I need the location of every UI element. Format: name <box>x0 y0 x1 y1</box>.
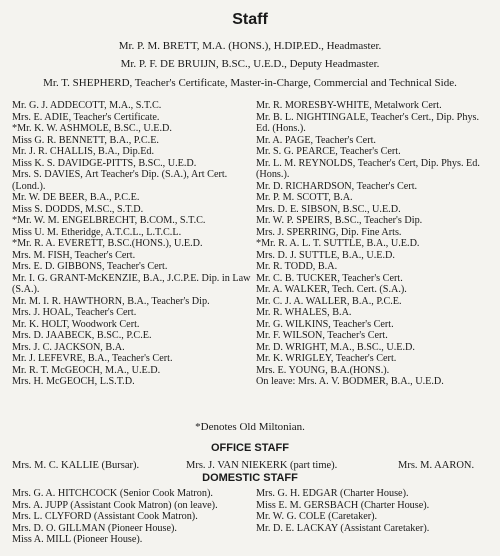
staff-entry: Mr. A. WALKER, Tech. Cert. (S.A.). <box>256 284 407 295</box>
staff-entry: *Mr. W. M. ENGELBRECHT, B.COM., S.T.C. <box>12 215 206 226</box>
domestic-staff-entry: Mrs. D. O. GILLMAN (Pioneer House). <box>12 522 177 534</box>
staff-entry: Mr. J. LEFEVRE, B.A., Teacher's Cert. <box>12 353 173 364</box>
staff-entry: Mr. B. L. NIGHTINGALE, Teacher's Cert., Dip. Phys. Ed. (Hons.). <box>256 111 480 134</box>
staff-entry: Mrs. E. ADIE, Teacher's Certificate. <box>12 111 160 123</box>
staff-entry: Mr. R. WHALES, B.A. <box>256 307 352 318</box>
domestic-staff-entry: Mrs. G. A. HITCHCOCK (Senior Cook Matron). <box>12 488 213 499</box>
staff-entry: Mr. S. G. PEARCE, Teacher's Cert. <box>256 146 401 157</box>
staff-entry: Mr. R. TODD, B.A. <box>256 261 338 272</box>
deputy-headmaster-line: Mr. P. F. DE BRUIJN, B.SC., U.E.D., Deputy Headmaster. <box>120 58 380 70</box>
staff-entry: Mr. A. PAGE, Teacher's Cert. <box>256 134 376 146</box>
master-in-charge-line: Mr. T. SHEPHERD, Teacher's Certificate, Master-in-Charge, Commercial and Technical Side. <box>43 77 457 89</box>
staff-entry: Mrs. J. HOAL, Teacher's Cert. <box>12 307 137 318</box>
staff-entry: Mr. C. J. A. WALLER, B.A., P.C.E. <box>256 295 402 307</box>
office-staff-entry: Mrs. M. C. KALLIE (Bursar). <box>12 460 140 471</box>
staff-entry: Mr. I. G. GRANT-McKENZIE, B.A., J.C.P.E. Dip. in Law (S.A.). <box>12 272 251 295</box>
domestic-staff-entry: Mrs. L. CLYFORD (Assistant Cook Matron). <box>12 511 198 522</box>
page-title: Staff <box>232 11 268 28</box>
staff-entry: Mr. D. WRIGHT, M.A., B.SC., U.E.D. <box>256 341 415 353</box>
domestic-staff-entry: Mrs. A. JUPP (Assistant Cook Matron) (on leave). <box>12 499 218 511</box>
staff-entry: *Mr. R. A. L. T. SUTTLE, B.A., U.E.D. <box>256 238 420 249</box>
domestic-staff-right <box>256 488 492 534</box>
staff-entry: Mrs. D. JAABECK, B.SC., P.C.E. <box>12 330 152 341</box>
domestic-staff-entry: Mr. W. G. COLE (Caretaker). <box>256 511 378 522</box>
staff-entry: *Mr. R. A. EVERETT, B.SC.(HONS.), U.E.D. <box>12 238 203 249</box>
staff-entry: Mrs. D. E. SIBSON, B.SC., U.E.D. <box>256 203 401 215</box>
staff-entry: Mr. W. DE BEER, B.A., P.C.E. <box>12 192 140 203</box>
office-staff-heading: OFFICE STAFF <box>210 442 289 454</box>
office-staff-entry: Mrs. J. VAN NIEKERK (part time). <box>186 460 338 471</box>
domestic-staff-left <box>12 488 252 546</box>
staff-entry: Mr. R. MORESBY-WHITE, Metalwork Cert. <box>256 100 442 111</box>
staff-entry: Mr. M. I. R. HAWTHORN, B.A., Teacher's Dip. <box>12 295 210 307</box>
domestic-staff-entry: Mrs. G. H. EDGAR (Charter House). <box>256 488 409 499</box>
domestic-staff-entry: Miss A. MILL (Pioneer House). <box>12 534 143 545</box>
staff-entry: Mrs. H. McGEOCH, L.S.T.D. <box>12 376 135 387</box>
staff-entry: Mr. C. B. TUCKER, Teacher's Cert. <box>256 272 403 284</box>
staff-entry: Mrs. E. YOUNG, B.A.(HONS.). <box>256 364 390 376</box>
domestic-staff-heading: DOMESTIC STAFF <box>202 472 298 484</box>
staff-entry: Mrs. D. J. SUTTLE, B.A., U.E.D. <box>256 249 395 261</box>
staff-list-left <box>12 100 252 388</box>
staff-entry: Miss G. R. BENNETT, B.A., P.C.E. <box>12 134 159 146</box>
staff-entry: Mrs. J. SPERRING, Dip. Fine Arts. <box>256 226 402 238</box>
headmaster-line: Mr. P. M. BRETT, M.A. (HONS.), H.DIP.ED., Headmaster. <box>118 40 382 52</box>
staff-entry: Miss K. S. DAVIDGE-PITTS, B.SC., U.E.D. <box>12 157 197 169</box>
staff-entry: Mrs. S. DAVIES, Art Teacher's Dip. (S.A.), Art Cert. (Lond.). <box>12 169 228 192</box>
staff-entry: Mr. R. T. McGEOCH, M.A., U.E.D. <box>12 364 161 376</box>
staff-entry: Mr. K. WRIGLEY, Teacher's Cert. <box>256 353 397 364</box>
staff-entry: Mrs. J. C. JACKSON, B.A. <box>12 341 125 353</box>
staff-entry: Mrs. E. D. GIBBONS, Teacher's Cert. <box>12 261 168 272</box>
old-miltonian-footnote: *Denotes Old Miltonian. <box>195 421 305 433</box>
staff-entry: Mr. G. WILKINS, Teacher's Cert. <box>256 318 394 330</box>
staff-entry: Miss U. M. Etheridge, A.T.C.L., L.T.C.L. <box>12 226 182 238</box>
domestic-staff-entry: Mr. D. E. LACKAY (Assistant Caretaker). <box>256 522 430 534</box>
staff-entry: Mrs. M. FISH, Teacher's Cert. <box>12 249 136 261</box>
staff-entry: Mr. K. HOLT, Woodwork Cert. <box>12 318 140 330</box>
staff-entry: Mr. G. J. ADDECOTT, M.A., S.T.C. <box>12 100 162 111</box>
staff-entry: Mr. D. RICHARDSON, Teacher's Cert. <box>256 180 418 192</box>
domestic-staff-entry: Miss E. M. GERSBACH (Charter House). <box>256 499 430 511</box>
staff-list-right <box>256 100 492 388</box>
staff-entry: On leave: Mrs. A. V. BODMER, B.A., U.E.D. <box>256 376 444 387</box>
staff-entry: Mr. P. M. SCOTT, B.A. <box>256 192 353 203</box>
staff-entry: Mr. W. P. SPEIRS, B.SC., Teacher's Dip. <box>256 215 423 226</box>
staff-entry: *Mr. K. W. ASHMOLE, B.SC., U.E.D. <box>12 123 172 134</box>
office-staff-entry: Mrs. M. AARON. <box>398 460 475 471</box>
staff-entry: Mr. L. M. REYNOLDS, Teacher's Cert, Dip. Phys. Ed. (Hons.). <box>256 157 480 180</box>
staff-entry: Mr. F. WILSON, Teacher's Cert. <box>256 330 388 341</box>
staff-entry: Mr. J. R. CHALLIS, B.A., Dip.Ed. <box>12 146 155 157</box>
staff-entry: Miss S. DODDS, M.SC., S.T.D. <box>12 203 144 215</box>
